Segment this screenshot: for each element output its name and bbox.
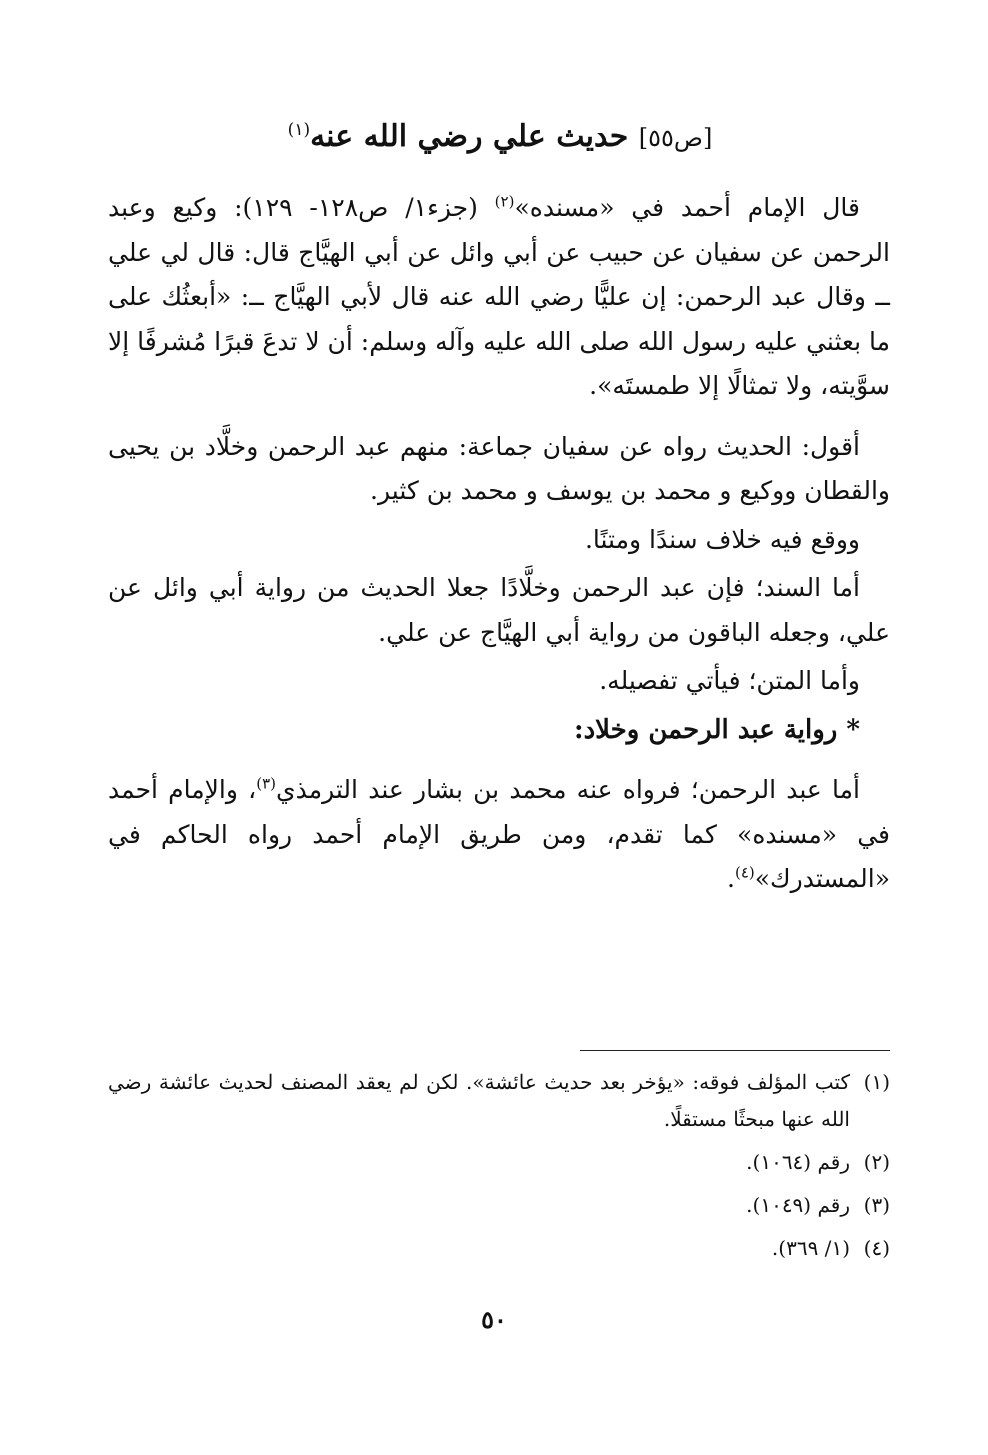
chapter-title: حديث علي رضي الله عنه xyxy=(310,119,629,154)
chapter-heading xyxy=(110,108,890,160)
footnote xyxy=(108,1230,890,1267)
paragraph: أقول: الحديث رواه عن سفيان جماعة: منهم عبد الرحمن وخلَّاد بن يحيى والقطان ووكيع و محمد بن يوسف و محمد بن كثير. xyxy=(108,431,890,505)
footnote xyxy=(108,1144,890,1181)
footnote-marker: (٣) xyxy=(256,774,277,793)
footnotes xyxy=(108,1064,890,1273)
section-heading: * رواية عبد الرحمن وخلاد: xyxy=(573,714,860,745)
page-number: ٥٠ xyxy=(481,1305,507,1334)
footnote xyxy=(108,1187,890,1224)
footnote xyxy=(108,1064,890,1138)
footnote-number: (٢) xyxy=(863,1150,890,1174)
footnote-text: كتب المؤلف فوقه: «يؤخر بعد حديث عائشة». لكن لم يعقد المصنف لحديث عائشة رضي الله عنها مبحثًا مستقلًا. xyxy=(108,1070,850,1131)
main-text xyxy=(108,186,890,918)
footnote-number: (١) xyxy=(863,1070,890,1094)
footnote-marker: (٢) xyxy=(494,192,515,211)
footnote-text: رقم (١٠٦٤). xyxy=(746,1150,850,1174)
footnote-marker: (٤) xyxy=(734,863,755,882)
paragraph: أما السند؛ فإن عبد الرحمن وخلَّادًا جعلا الحديث من رواية أبي وائل عن علي، وجعله الباقون من رواية أبي الهيَّاج عن علي. xyxy=(108,573,890,647)
paragraph: قال الإمام أحمد في «مسنده»$^{(٢)}$ (جزء١/ ص١٢٨- ١٢٩): وكيع وعبد الرحمن عن سفيان عن حبيب عن أبي وائل عن أبي الهيَّاج قال: قال لي علي ــ وقال عبد الرحمن: إن عليًّا رضي الله عنه قال لأبي الهيَّاج ــ: «أبعثُك على ما بعثني عليه رسول الله صلى الله عليه وآله وسلم: أن لا تدعَ قبرًا مُشرفًا إلا سوَّيته، ولا تمثالًا إلا طمستَه». xyxy=(108,192,890,400)
footnote-divider xyxy=(580,1050,890,1051)
footnote-marker: (١) xyxy=(287,120,311,140)
footnote-number: (٤) xyxy=(863,1236,890,1260)
paragraph: ووقع فيه خلاف سندًا ومتنًا. xyxy=(584,524,860,554)
footnote-text: رقم (١٠٤٩). xyxy=(746,1193,850,1217)
page-reference: [ص٥٥] xyxy=(638,124,713,152)
footnote-number: (٣) xyxy=(863,1193,890,1217)
paragraph: وأما المتن؛ فيأتي تفصيله. xyxy=(599,666,860,695)
paragraph: أما عبد الرحمن؛ فرواه عنه محمد بن بشار عند الترمذي$^{(٣)}$، والإمام أحمد في «مسنده» كما تقدم، ومن طريق الإمام أحمد رواه الحاكم في «المستدرك»$^{(٤)}$. xyxy=(108,774,890,893)
footnote-text: (١/ ٣٦٩). xyxy=(771,1236,850,1260)
